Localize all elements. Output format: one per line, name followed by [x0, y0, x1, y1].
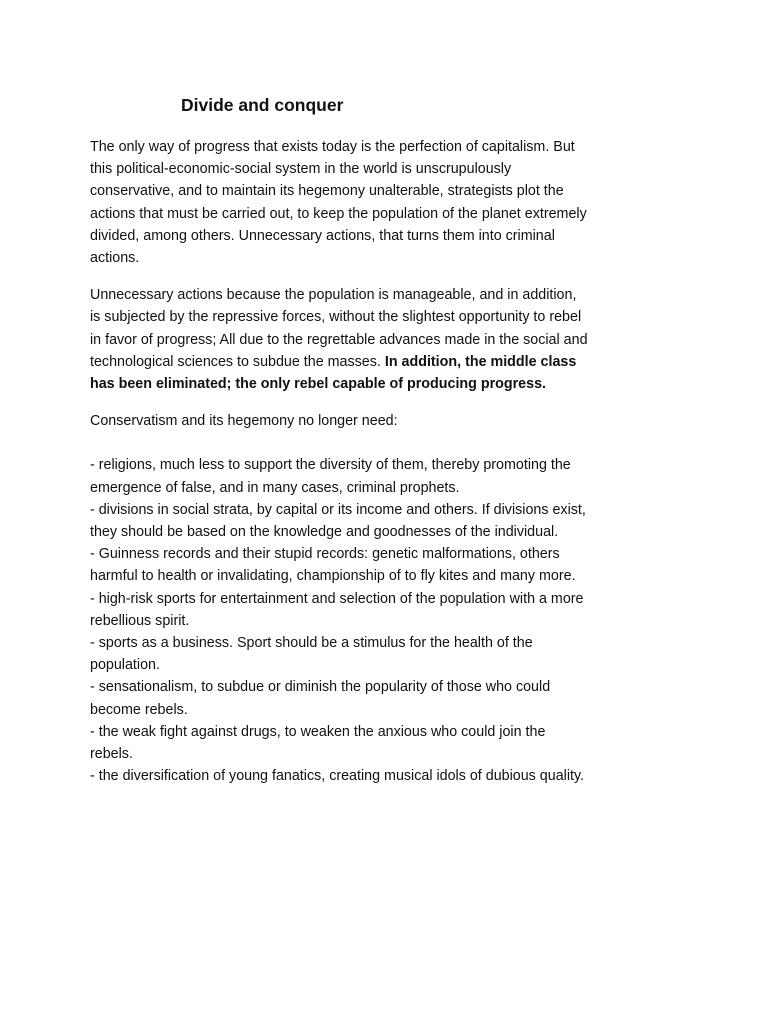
list-item: - Guinness records and their stupid records: genetic malformations, others harmful to health or invalidating, championship of to fly kites and many more. [90, 546, 576, 585]
needs-list [90, 454, 590, 787]
list-item: - divisions in social strata, by capital or its income and others. If divisions exist, they should be based on the knowledge and goodnesses of the individual. [90, 501, 586, 541]
list-item: - high-risk sports for entertainment and selection of the population with a more rebellious spirit. [90, 590, 584, 629]
paragraph-3: Conservatism and its hegemony no longer need: [90, 413, 398, 430]
paragraph-2-bold-text: In addition, the middle class has been eliminated; the only rebel capable of producing progress. [90, 353, 577, 393]
paragraph-2 [90, 284, 590, 395]
list-item: - sensationalism, to subdue or diminish the popularity of those who could become rebels. [90, 679, 551, 718]
list-item: - the diversification of young fanatics, creating musical idols of dubious quality. [90, 768, 585, 785]
list-item: - sports as a business. Sport should be a stimulus for the health of the population. [90, 635, 533, 674]
document-page [90, 93, 590, 787]
document-title: Divide and conquer [181, 95, 344, 115]
list-item: - religions, much less to support the diversity of them, thereby promoting the emergence of false, and in many cases, criminal prophets. [90, 457, 571, 496]
paragraph-1: The only way of progress that exists today is the perfection of capitalism. But this political-economic-social system in the world is unscrupulously conservative, and to maintain its hegemony unalterable, strategists plot the actions that must be carried out, to keep the population of the planet extremely divided, among others. Unnecessary actions, that turns them into criminal actions. [90, 139, 587, 267]
paragraph-2-text: Unnecessary actions because the population is manageable, and in addition, is subjected by the repressive forces, without the slightest opportunity to rebel in favor of progress; All due to the regrettable advances made in the social and technological sciences to subdue the masses. [90, 287, 588, 370]
list-item: - the weak fight against drugs, to weaken the anxious who could join the rebels. [90, 723, 546, 763]
